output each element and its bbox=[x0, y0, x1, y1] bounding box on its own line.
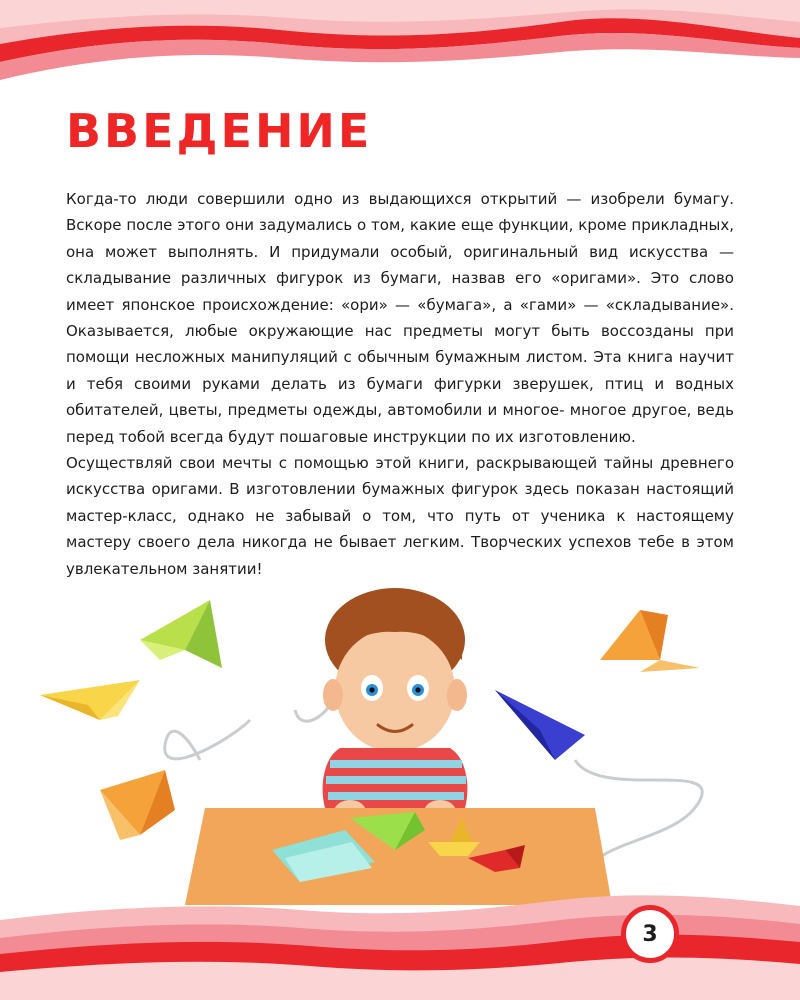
green-origami-bird-icon bbox=[140, 600, 222, 668]
blue-paper-plane-icon bbox=[495, 690, 585, 760]
bottom-wave-decoration bbox=[0, 880, 800, 1000]
paragraph-2: Осуществляй свои мечты с помощью этой книги, раскрывающей тайны древнего искусства оригами. В изготовлении бумажных фигурок здесь показан настоящий мастер-класс, однако не забывай о том, что путь от ученика к настоящему мастеру своего дела никогда не бывает легким. Творческих успехов тебе в этом увлекательном занятии! bbox=[66, 454, 734, 578]
orange-origami-crane-icon bbox=[600, 610, 700, 672]
intro-text bbox=[66, 186, 734, 582]
boy-origami-illustration bbox=[0, 585, 800, 905]
orange-origami-bird-icon bbox=[100, 770, 175, 840]
page-number: 3 bbox=[621, 905, 679, 963]
flight-path-left bbox=[165, 720, 250, 760]
top-wave-decoration bbox=[0, 0, 800, 110]
paragraph-1: Когда-то люди совершили одно из выдающихся открытий — изобрели бумагу. Вскоре после этого они задумались о том, какие еще функции, кроме прикладных, она может выполнять. И придумали особый, оригинальный вид искусства — складывание различных фигурок из бумаги, назвав его «оригами». Это слово имеет японское происхождение: «ори» — «бумага», а «гами» — «складывание». Оказывается, любые окружающие нас предметы могут быть воссозданы при помощи несложных манипуляций с обычным бумажным листом. Эта книга научит и тебя своими руками делать из бумаги фигурки зверушек, птиц и водных обитателей, цветы, предметы одежды, автомобили и многое- многое другое, ведь перед тобой всегда будут пошаговые инструкции по их изготовлению. bbox=[66, 190, 734, 446]
yellow-paper-plane-icon bbox=[40, 680, 140, 720]
page-title: ВВЕДЕНИЕ bbox=[66, 104, 373, 158]
boy-figure bbox=[323, 588, 468, 824]
